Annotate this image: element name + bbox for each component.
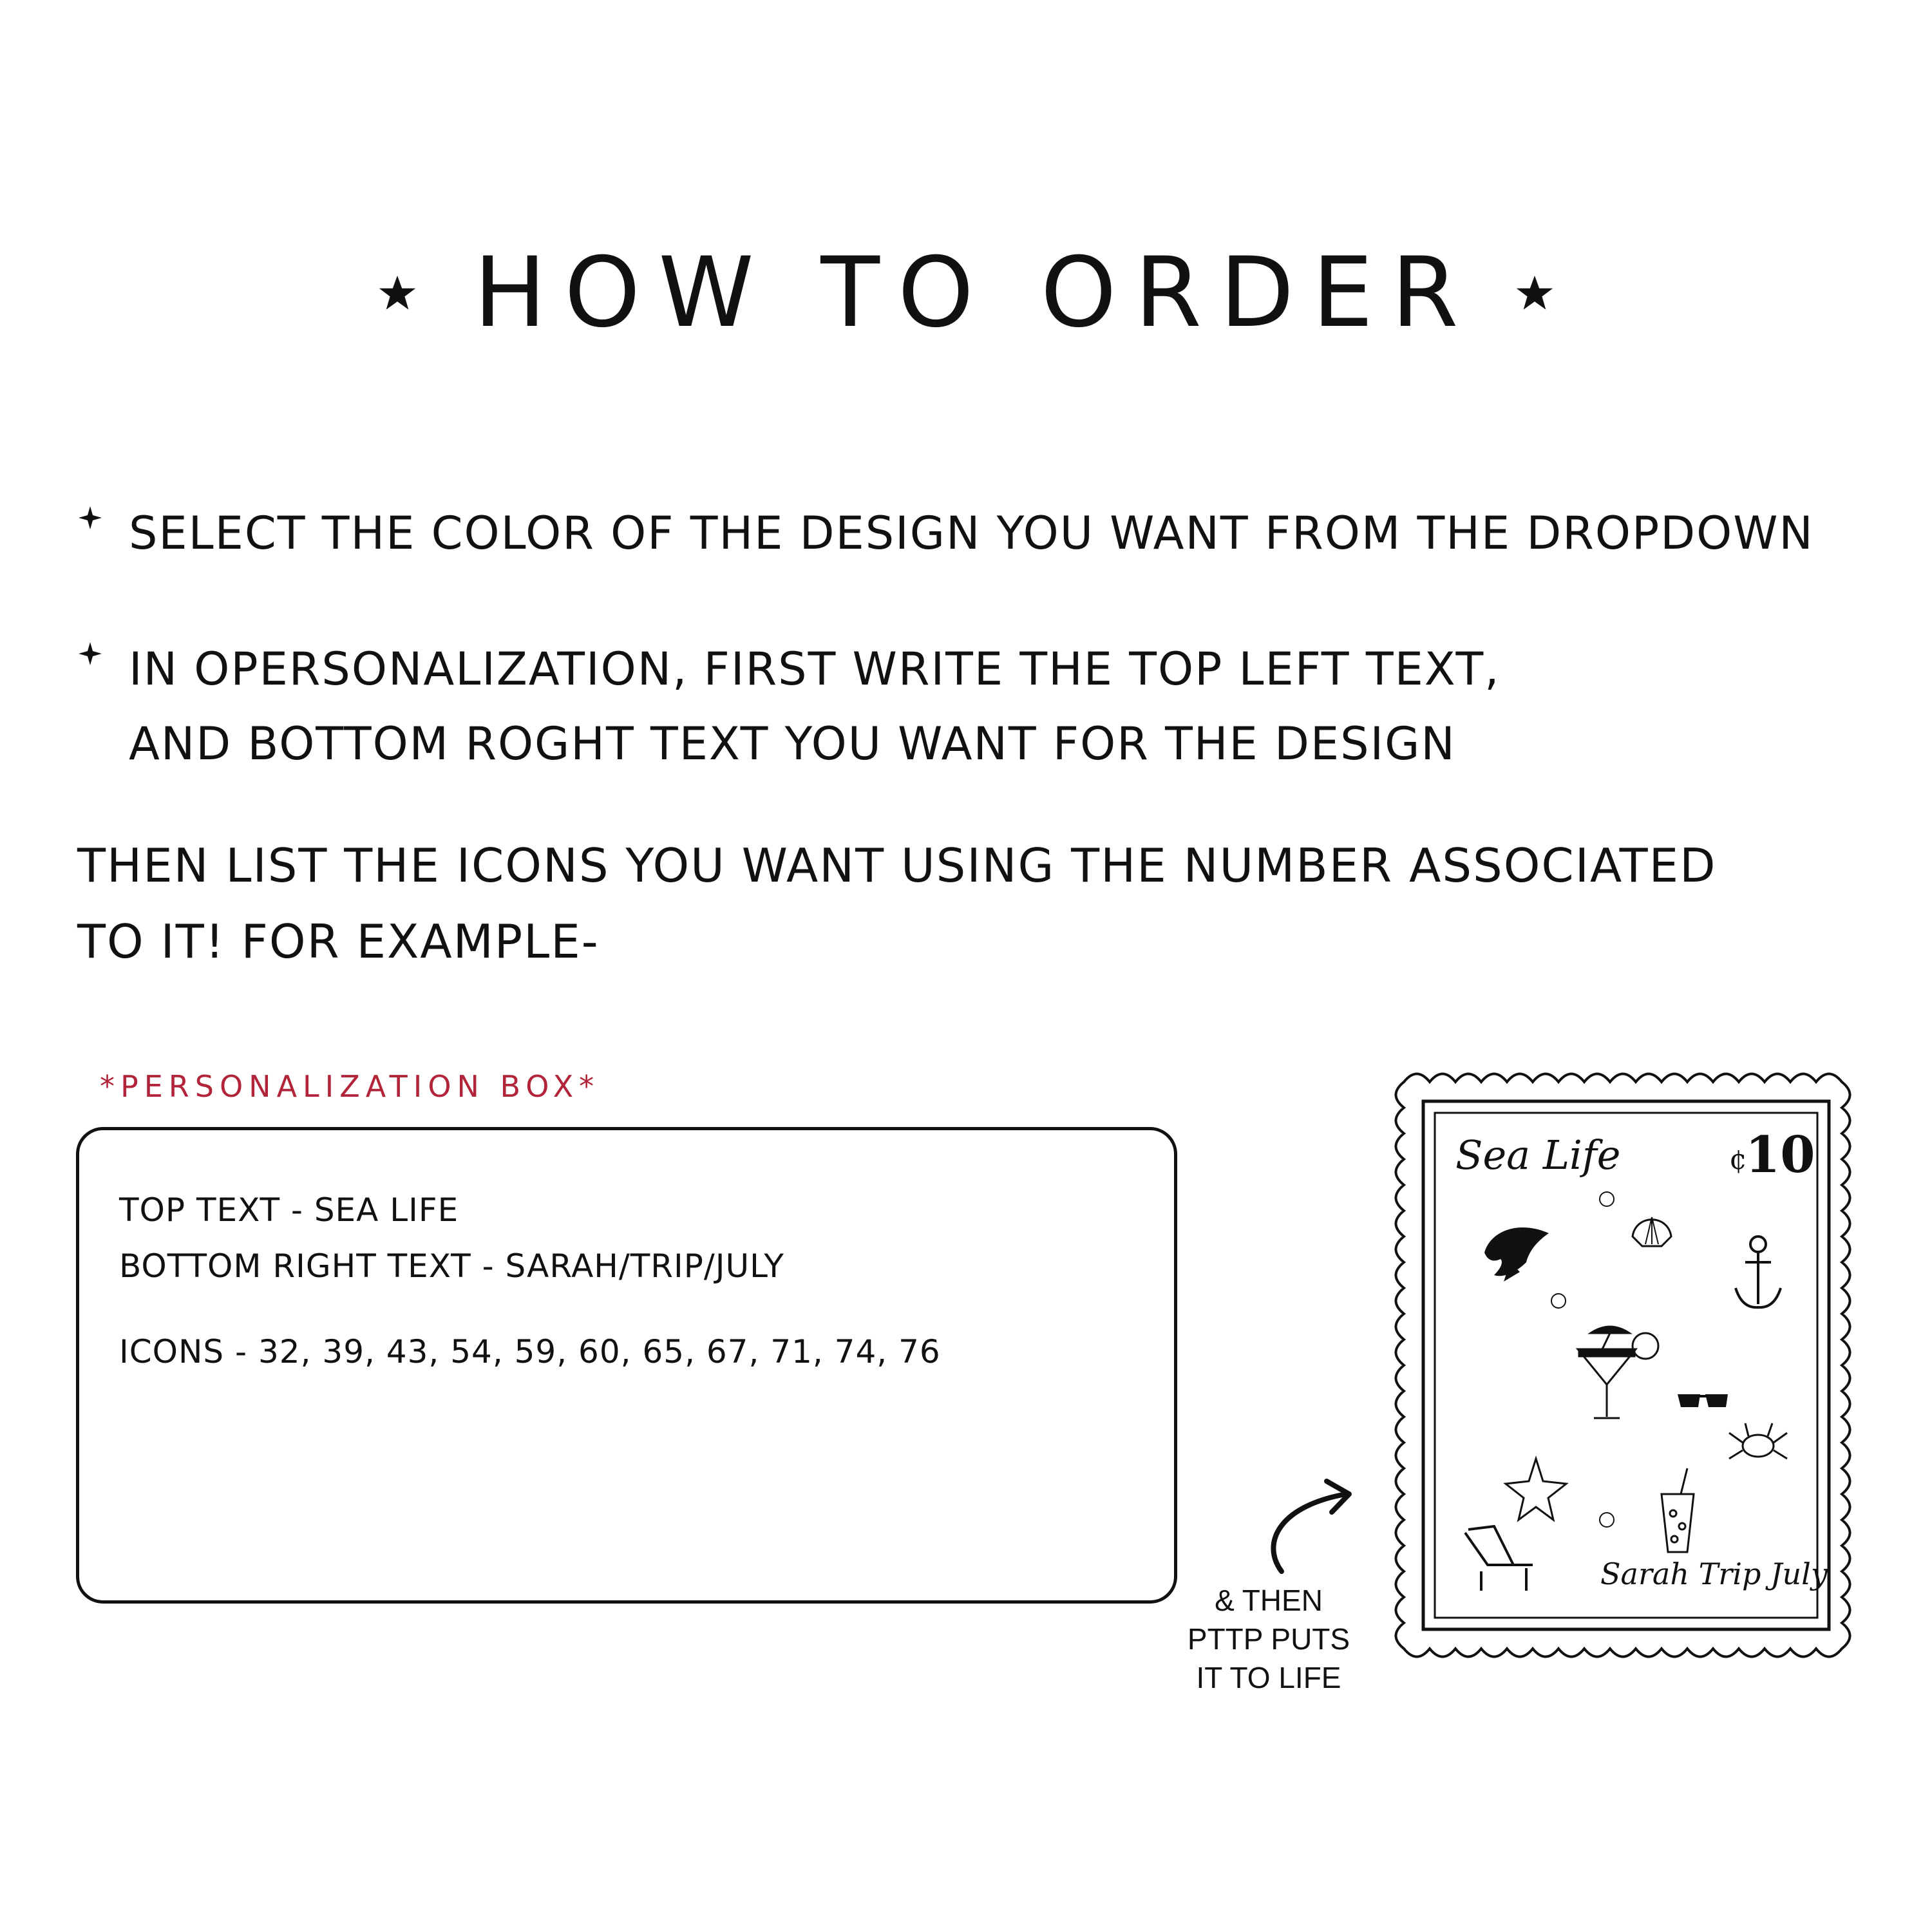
bullet-icon xyxy=(77,496,129,533)
bullet-icon xyxy=(77,632,129,669)
instruction-text: SELECT THE COLOR OF THE DESIGN YOU WANT FROM THE DROPDOWN xyxy=(129,507,1814,560)
stamp-value: 10 xyxy=(1745,1126,1815,1184)
icons-line: ICONS - 32, 39, 43, 54, 59, 60, 65, 67, 71, 74, 76 xyxy=(119,1333,941,1370)
stamp-currency-symbol: ¢ xyxy=(1729,1143,1747,1176)
stamp-bottom-right-text: Sarah Trip July xyxy=(1600,1557,1828,1591)
title-row xyxy=(0,237,1932,349)
page-title: HOW TO ORDER xyxy=(473,237,1477,349)
example-intro-text: THEN LIST THE ICONS YOU WANT USING THE NUMBER ASSOCIATED TO IT! FOR EXAMPLE- xyxy=(77,838,1717,969)
stamp-top-left-text: Sea Life xyxy=(1455,1132,1621,1179)
bottom-right-text-line: BOTTOM RIGHT TEXT - SARAH/TRIP/JULY xyxy=(119,1247,784,1285)
caption-line: PTTP PUTS xyxy=(1187,1622,1350,1656)
caption-line: IT TO LIFE xyxy=(1196,1661,1341,1694)
instruction-item xyxy=(77,632,1816,781)
caption xyxy=(1153,1581,1385,1697)
caption-line: & THEN xyxy=(1215,1584,1323,1617)
star-icon xyxy=(1515,274,1554,312)
stamp-illustration xyxy=(1378,1056,1874,1674)
instruction-list xyxy=(77,496,1816,842)
top-text-line: TOP TEXT - SEA LIFE xyxy=(119,1191,459,1229)
instruction-item xyxy=(77,496,1816,571)
personalization-box xyxy=(76,1127,1177,1604)
star-icon xyxy=(378,274,417,312)
instruction-text: IN OPERSONALIZATION, FIRST WRITE THE TOP LEFT TEXT, AND BOTTOM ROGHT TEXT YOU WANT FOR THE DESIGN xyxy=(129,643,1501,770)
personalization-box-label: *PERSONALIZATION BOX* xyxy=(100,1069,600,1104)
curved-arrow-icon xyxy=(1256,1475,1365,1584)
